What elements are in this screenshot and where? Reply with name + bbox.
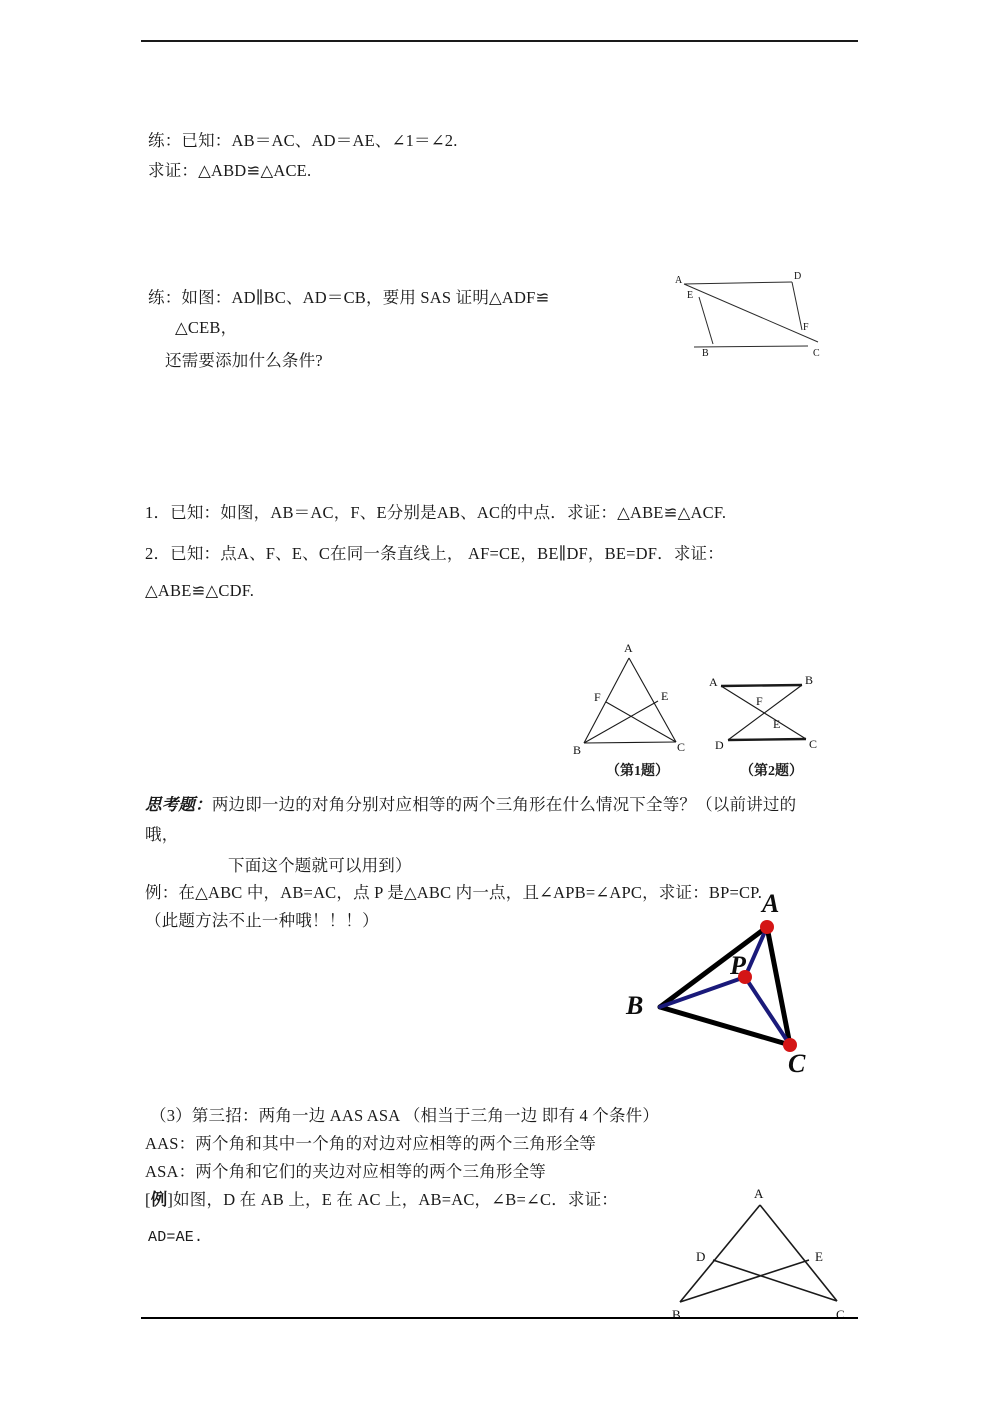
thinking-question-line-1 <box>145 792 860 818</box>
vertex-label-a: A <box>675 275 683 286</box>
thinking-question-line-2: 哦， <box>145 825 179 844</box>
problem-item-1: 1．已知：如图，AB＝AC，F、E分别是AB、AC的中点．求证：△ABE≌△ACF. <box>145 503 727 522</box>
vertex-label-e: E <box>687 290 694 301</box>
problem-item-2: 2．已知：点A、F、E、C在同一条直线上， AF=CE，BE∥DF，BE=DF．求证： <box>145 544 724 563</box>
thinking-label: 思考题： <box>145 795 212 814</box>
exercise2-line-2: △CEB， <box>175 318 238 337</box>
vertex-marker-a <box>760 920 774 934</box>
vertex-label-f: F <box>594 690 601 704</box>
parallelogram-adcb-figure <box>668 262 843 360</box>
example-bracket-open: [ <box>145 1190 151 1209</box>
vertex-label-e: E <box>815 1249 823 1264</box>
exercise1-given-line: 练：已知：AB＝AC、AD＝AE、∠1＝∠2. <box>148 131 458 150</box>
vertex-label-d: D <box>715 738 724 752</box>
vertex-label-e: E <box>661 689 669 703</box>
vertex-label-p: P <box>730 951 746 980</box>
section3-example-conclusion: AD=AE. <box>148 1229 204 1246</box>
problem-item-2-continued: △ABE≌△CDF. <box>145 581 255 600</box>
vertex-label-a: A <box>754 1186 764 1201</box>
top-horizontal-rule <box>141 40 858 42</box>
vertex-label-b: B <box>805 673 814 687</box>
vertex-label-c: C <box>813 348 820 359</box>
example-statement-line: 例：在△ABC 中，AB=AC，点 P 是△ABC 内一点，且∠APB=∠APC，求证：BP=CP. <box>145 883 763 902</box>
vertex-label-b: B <box>702 348 709 359</box>
example-label: 例 <box>150 1190 168 1209</box>
bottom-horizontal-rule <box>141 1317 858 1319</box>
example-note-line: （此题方法不止一种哦！！！） <box>145 911 379 930</box>
triangle-abc-with-interior-point-p <box>604 889 834 1078</box>
vertex-label-b: B <box>672 1307 681 1322</box>
section3-heading: （3）第三招：两角一边 AAS ASA （相当于三角一边 即有 4 个条件） <box>150 1106 660 1125</box>
figure-2-caption: （第2题） <box>740 764 803 779</box>
vertex-label-c: C <box>836 1307 845 1322</box>
vertex-label-c: C <box>809 737 818 751</box>
triangle-abc-with-fe-midpoints <box>572 638 692 756</box>
triangle-abc-with-d-e-on-sides <box>652 1178 872 1323</box>
vertex-label-f: F <box>803 322 809 333</box>
exercise2-line-1: 练：如图：AD∥BC、AD＝CB，要用 SAS 证明△ADF≌ <box>148 288 550 307</box>
vertex-label-d: D <box>696 1249 706 1264</box>
vertex-label-a: A <box>709 675 718 689</box>
thinking-text-1: 两边即一边的对角分别对应相等的两个三角形在什么情况下全等？（以前讲过的 <box>211 795 797 814</box>
example-text: ]如图，D 在 AB 上，E 在 AC 上，AB=AC，∠B=∠C．求证： <box>167 1190 619 1209</box>
vertex-label-b: B <box>573 743 582 757</box>
vertex-label-a: A <box>762 889 780 918</box>
vertex-label-c: C <box>677 740 686 754</box>
vertex-label-f: F <box>756 694 763 708</box>
figure-1-caption: （第1题） <box>606 764 669 779</box>
crossed-segments-abdc <box>706 668 826 758</box>
vertex-label-e: E <box>773 717 781 731</box>
section3-aas-rule: AAS：两个角和其中一个角的对边对应相等的两个三角形全等 <box>145 1134 597 1153</box>
vertex-label-c: C <box>788 1049 806 1078</box>
exercise2-line-3: 还需要添加什么条件? <box>165 351 323 370</box>
section3-asa-rule: ASA：两个角和它们的夹边对应相等的两个三角形全等 <box>145 1162 547 1181</box>
vertex-label-a: A <box>624 641 633 655</box>
vertex-label-b: B <box>626 991 644 1020</box>
thinking-question-line-3: 下面这个题就可以用到） <box>228 856 412 875</box>
vertex-label-d: D <box>794 271 802 282</box>
section3-example-line <box>145 1187 618 1213</box>
exercise1-prove-line: 求证：△ABD≌△ACE. <box>148 161 312 180</box>
